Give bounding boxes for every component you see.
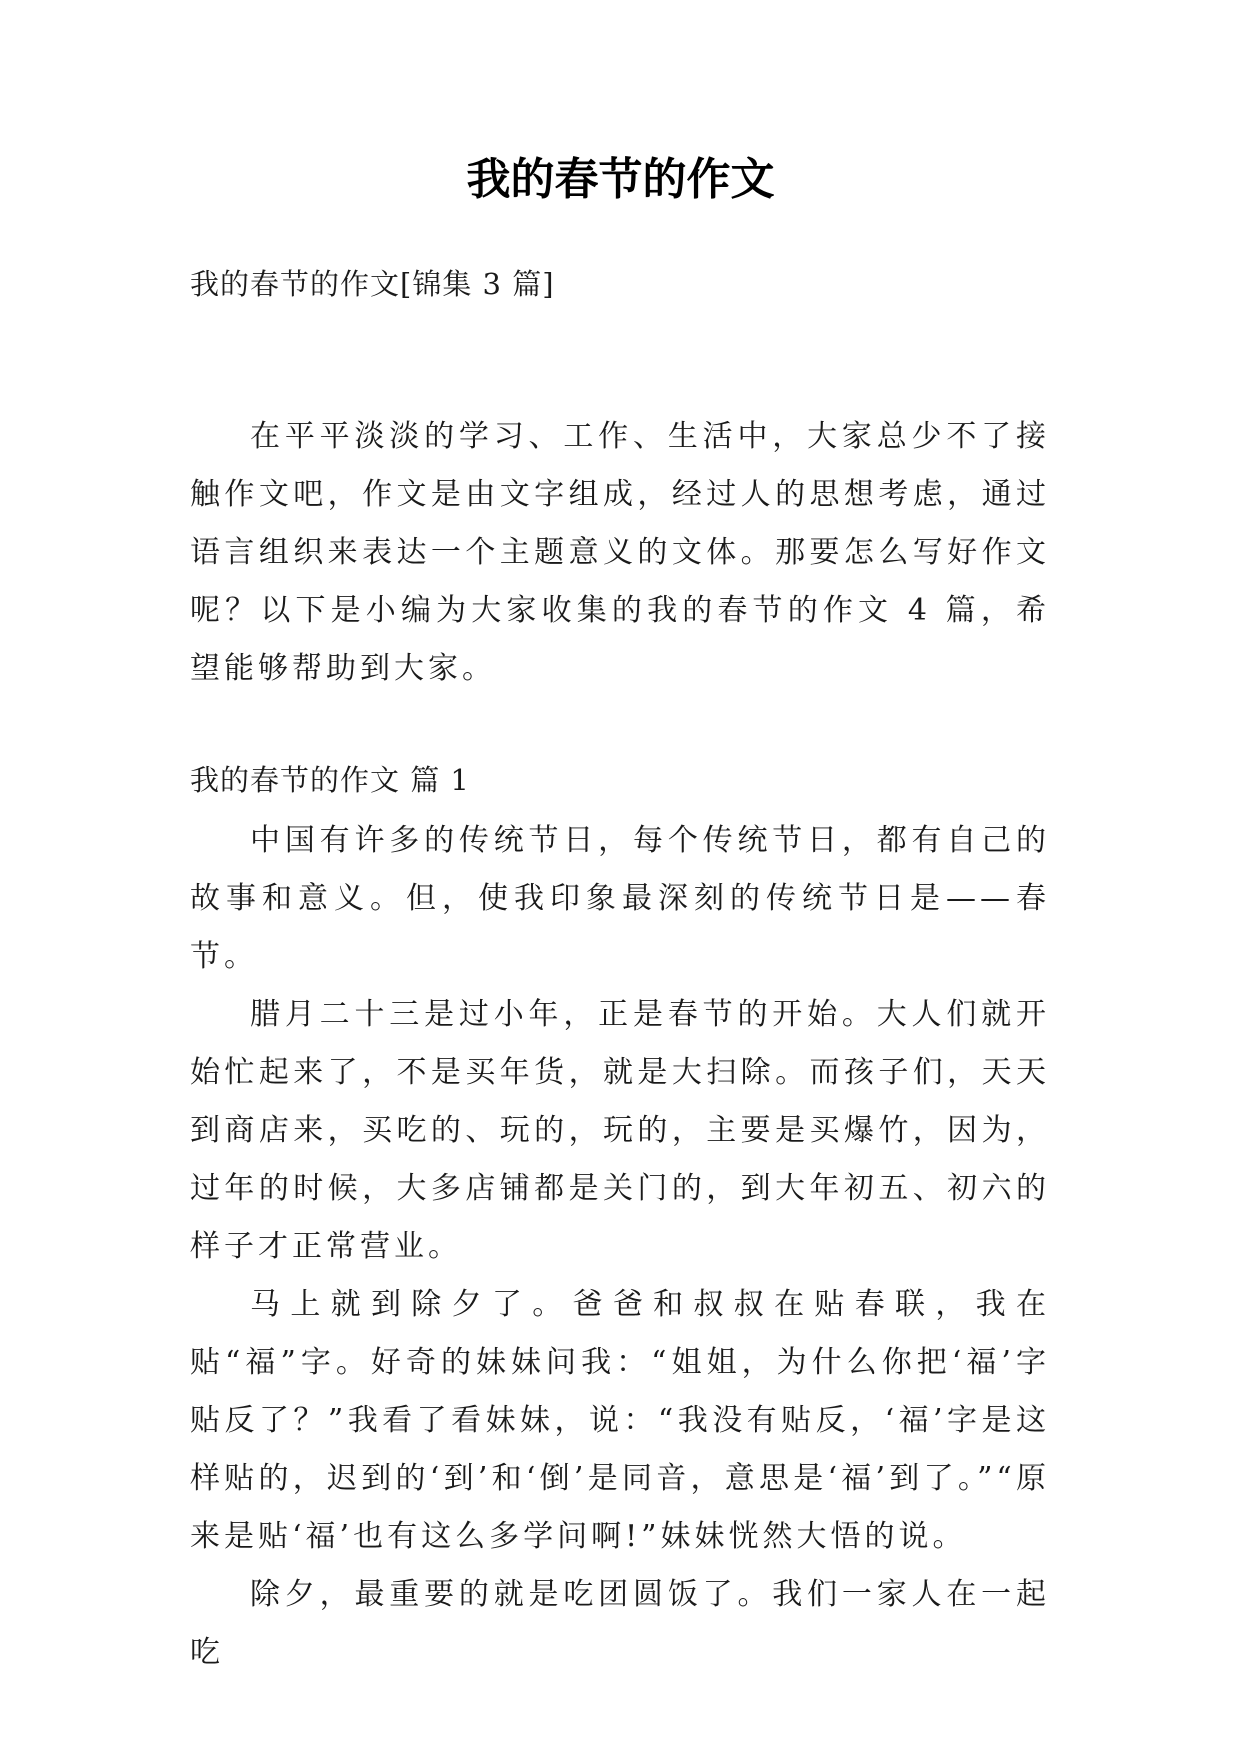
section-heading: 我的春节的作文 篇 1 [190,763,470,797]
body-paragraph: 中国有许多的传统节日，每个传统节日，都有自己的故事和意义。但，使我印象最深刻的传统节日是——春节。 [190,823,1050,974]
body-paragraph: 腊月二十三是过小年，正是春节的开始。大人们就开始忙起来了，不是买年货，就是大扫除。而孩子们，天天到商店来，买吃的、玩的，玩的，主要是买爆竹，因为，过年的时候，大多店铺都是关门的，到大年初五、初六的样子才正常营业。 [190,997,1050,1264]
document-title: 我的春节的作文 [466,154,775,205]
body-paragraph: 马上就到除夕了。爸爸和叔叔在贴春联，我在贴“福”字。好奇的妹妹问我：“姐姐，为什么你把‘福’字贴反了？”我看了看妹妹，说：“我没有贴反，‘福’字是这样贴的，迟到的‘到’和‘倒’是同音，意思是‘福’到了。”“原来是贴‘福’也有这么多学问啊!”妹妹恍然大悟的说。 [190,1287,1050,1554]
document-subtitle: 我的春节的作文[锦集 3 篇] [190,267,555,301]
intro-paragraph: 在平平淡淡的学习、工作、生活中，大家总少不了接触作文吧，作文是由文字组成，经过人的思想考虑，通过语言组织来表达一个主题意义的文体。那要怎么写好作文呢？以下是小编为大家收集的我的春节的作文 4 篇，希望能够帮助到大家。 [190,419,1050,686]
body-paragraph: 除夕，最重要的就是吃团圆饭了。我们一家人在一起吃 [190,1577,1050,1670]
section-body [190,812,1050,1682]
